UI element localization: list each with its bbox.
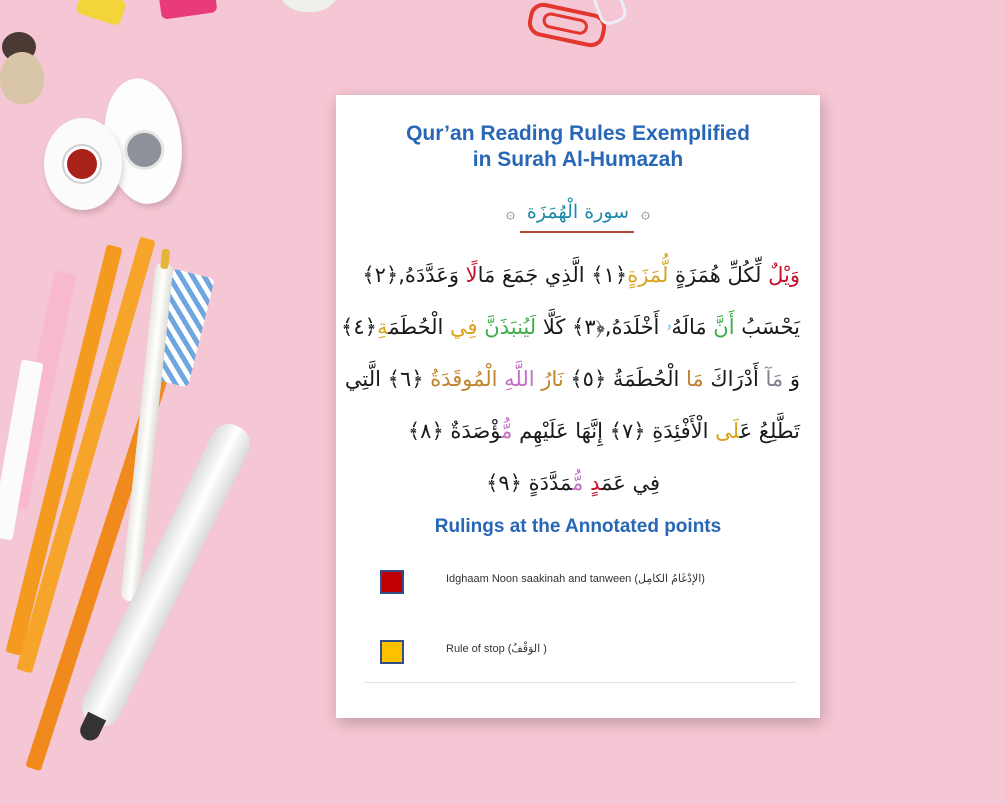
verse-text: إِنَّهَا [575,419,603,443]
legend-label: Rule of stop (الوَقْفُ ) [446,643,547,655]
verse-text: ﴿١﴾ الَّذِي جَمَعَ مَا [477,263,628,287]
highlighted-word: فِي [443,315,485,339]
legend-label: Idghaam Noon saakinah and tanween (الإدْغَامُ الكامِل) [446,573,705,585]
verse-line [356,457,800,509]
highlighted-word: مُّ [572,471,584,495]
verse-line [341,301,800,353]
highlighted-word: ۥ [666,315,672,339]
verse-text: تَطَّلِعُ عَ [739,419,800,443]
verse-line [356,405,800,457]
verse-text: مَالَهُ [671,315,707,339]
highlighted-word: الْمُوقَدَةُ [430,367,498,391]
surah-underline [520,231,634,233]
highlighted-word: لُّمَزَةٍ [627,263,669,287]
top-yellow-object [75,0,127,26]
verse-text: الْحُطَمَةُ ﴿٥﴾ [563,367,680,391]
verse-text: الْأَفْئِدَةِ [645,419,709,443]
divider [364,682,796,683]
highlighted-word: أَنَّ [706,315,735,339]
verse-text: أَخْلَدَهُ [611,315,667,339]
legend-swatch [380,640,404,664]
verse-text: ؤْصَدَةٌ ﴿٨﴾ [407,419,502,443]
verse-text: وَ [789,367,800,391]
highlighted-word: نَارُ [534,367,564,391]
verse-text: الْحُطَمَ [388,315,444,339]
verse-text: مَدَّدَةٍ ﴿٩﴾ [486,471,573,495]
highlighted-word: اللَّهِ [497,367,535,391]
highlighted-word: مُّ [501,419,513,443]
verse-text: لِّكُلِّ هُمَزَةٍ [668,263,762,287]
ornament-icon: ۞ [641,204,650,222]
highlighted-word: مَا [679,367,704,391]
surah-name: سورة الْهُمَزَة [526,201,630,223]
verse-text: ﴿٤﴾ [341,315,377,339]
legend-swatch [380,570,404,594]
verse-text: ﴿٦﴾ الَّتِي [344,367,431,391]
verses-block [341,249,800,509]
highlighted-word: دٍ [583,471,602,495]
bird-figurine [0,32,46,104]
top-pink-clip [158,0,217,20]
highlighted-word: ةِ [376,315,389,339]
verse-text: عَدَّدَهُ [404,263,449,287]
title-line-1: Qur’an Reading Rules Exemplified [406,122,750,145]
title-line-2: in Surah Al-Humazah [472,148,684,171]
eraser-red [44,118,122,210]
verse-text: ﴿٧﴾ [602,419,646,443]
card-title [336,121,820,173]
verse-line [356,249,800,301]
ornament-icon: ۞ [506,204,515,222]
rulings-title: Rulings at the Annotated points [434,516,722,537]
verse-text: عَلَيْهِم [512,419,576,443]
verse-text: يَحْسَبُ [734,315,800,339]
surah-name-heading [336,201,820,223]
highlighted-word: مَآ [758,367,790,391]
verse-text: أَدْرَاكَ [703,367,759,391]
top-white-object [276,0,342,12]
verse-text: ,﴿٣﴾ كَلَّا [536,315,612,339]
verse-text: ,﴿٢﴾ [362,263,405,287]
verse-text: وَ [448,263,459,287]
verse-text: فِي عَمَ [601,471,660,495]
verse-line [344,353,800,405]
highlighted-word: لَيُنبَذَنَّ [484,315,537,339]
highlighted-word: لًا [458,263,478,287]
rules-card [336,95,820,718]
highlighted-word: لَى [708,419,740,443]
highlighted-word: وَيْلٌ [761,263,800,287]
